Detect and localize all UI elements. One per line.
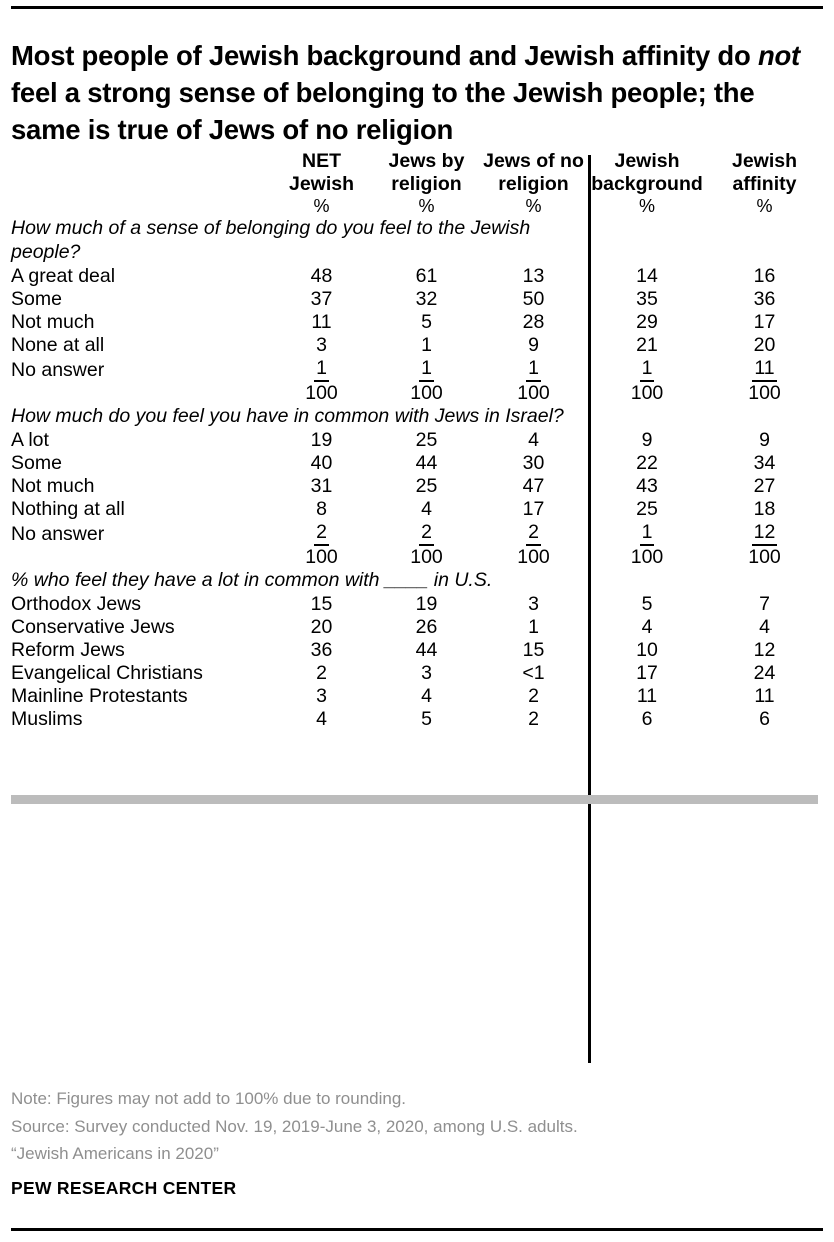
cell-value: 14 xyxy=(636,264,658,287)
cell-value: 7 xyxy=(759,593,770,616)
cell-value: 25 xyxy=(636,497,658,520)
cell-value: 61 xyxy=(415,264,438,287)
cell-value: 12 xyxy=(753,639,776,662)
cell-value: 17 xyxy=(753,310,776,333)
table-row xyxy=(11,616,823,639)
table-row xyxy=(11,334,823,357)
cell-value: 19 xyxy=(415,593,438,616)
cell-value: 29 xyxy=(636,310,658,333)
cell-jews_by_religion xyxy=(374,475,479,498)
cell-value: 13 xyxy=(522,264,545,287)
cell-value: 11 xyxy=(311,310,332,333)
cell-value: 37 xyxy=(310,287,333,310)
footnotes xyxy=(11,1085,823,1168)
cell-jewish_background xyxy=(588,475,706,498)
cell-value: 20 xyxy=(310,616,333,639)
cell-jews_by_religion xyxy=(374,685,479,708)
cell-jewish_background xyxy=(588,311,706,334)
cell-net_jewish xyxy=(269,498,374,521)
cell-value: 2 xyxy=(528,708,539,731)
cell-value: 50 xyxy=(522,287,545,310)
cell-value: 2 xyxy=(314,523,329,547)
unit-rowlabel xyxy=(11,196,269,217)
cell-value: 1 xyxy=(314,359,329,383)
cell-jews_by_religion xyxy=(374,311,479,334)
cell-net_jewish xyxy=(269,639,374,662)
cell-jews_of_no_rel xyxy=(479,593,588,616)
cell-jews_by_religion xyxy=(374,334,479,357)
total-net_jewish: 100 xyxy=(305,382,338,405)
cell-jews_of_no_rel xyxy=(479,662,588,685)
table-row xyxy=(11,521,823,547)
cell-jews_of_no_rel xyxy=(479,685,588,708)
column-group-divider xyxy=(588,155,591,1063)
row-label: Muslims xyxy=(11,708,83,731)
cell-value: 19 xyxy=(310,428,333,451)
table-total-row xyxy=(11,546,823,569)
cell-net_jewish xyxy=(269,288,374,311)
column-header-line2: Jewish xyxy=(288,173,355,195)
section-question-text: How much of a sense of belonging do you feel to the Jewish people? xyxy=(11,217,531,263)
table-row xyxy=(11,311,823,334)
cell-value: 31 xyxy=(310,474,333,497)
cell-jewish_affinity xyxy=(706,708,823,731)
cell-jews_of_no_rel xyxy=(479,334,588,357)
cell-jews_of_no_rel xyxy=(479,265,588,288)
cell-jews_by_religion xyxy=(374,288,479,311)
cell-jews_of_no_rel xyxy=(479,498,588,521)
cell-jewish_background xyxy=(588,639,706,662)
cell-value: 21 xyxy=(636,333,658,356)
cell-value: 44 xyxy=(415,639,438,662)
cell-jews_of_no_rel xyxy=(479,311,588,334)
unit-jews-of-no-religion: % xyxy=(525,196,542,216)
unit-jewish-affinity: % xyxy=(756,196,773,216)
column-header-line2: religion xyxy=(391,173,462,195)
cell-jews_by_religion xyxy=(374,265,479,288)
row-label: Evangelical Christians xyxy=(11,662,203,685)
cell-value: 17 xyxy=(522,497,545,520)
cell-value: 3 xyxy=(316,333,327,356)
cell-value: 2 xyxy=(528,685,539,708)
cell-jews_by_religion xyxy=(374,708,479,731)
cell-jews_of_no_rel xyxy=(479,521,588,547)
cell-value: 3 xyxy=(316,685,327,708)
cell-value: 4 xyxy=(528,428,539,451)
section-question-row xyxy=(11,569,823,593)
column-header-jews-by-religion xyxy=(374,150,479,196)
row-label: Not much xyxy=(11,474,95,497)
cell-jewish_affinity xyxy=(706,265,823,288)
cell-jewish_background xyxy=(588,288,706,311)
row-label: A great deal xyxy=(11,264,116,287)
row-label: No answer xyxy=(11,523,105,546)
cell-jewish_affinity xyxy=(706,475,823,498)
total-jews_of_no_rel: 100 xyxy=(517,382,550,405)
column-header-line2: background xyxy=(591,173,703,195)
unit-net-jewish: % xyxy=(313,196,330,216)
row-label: Reform Jews xyxy=(11,639,125,662)
cell-jewish_background xyxy=(588,452,706,475)
table-row xyxy=(11,685,823,708)
section-question xyxy=(11,569,823,593)
cell-value: 11 xyxy=(636,685,658,708)
cell-value: 40 xyxy=(310,451,333,474)
cell-net_jewish xyxy=(269,475,374,498)
cell-jewish_background xyxy=(588,334,706,357)
cell-value: 8 xyxy=(316,497,327,520)
cell-jewish_background xyxy=(588,498,706,521)
cell-value: 2 xyxy=(419,523,434,547)
cell-value: 4 xyxy=(641,616,653,639)
cell-value: 36 xyxy=(310,639,333,662)
cell-jews_of_no_rel xyxy=(479,475,588,498)
cell-value: 24 xyxy=(753,662,776,685)
cell-value: 1 xyxy=(419,359,434,383)
column-header-jewish-affinity xyxy=(706,150,823,196)
total-jews_of_no_rel: 100 xyxy=(517,546,550,569)
cell-jewish_affinity xyxy=(706,616,823,639)
cell-jewish_background xyxy=(588,265,706,288)
data-table xyxy=(11,150,823,731)
title-part-1: Most people of Jewish background and Jewish affinity do xyxy=(11,40,758,72)
cell-value: 2 xyxy=(316,662,327,685)
column-header-line1: Jews by xyxy=(388,150,465,172)
cell-value: 5 xyxy=(421,708,432,731)
column-header-rowlabel xyxy=(11,150,269,196)
cell-net_jewish xyxy=(269,521,374,547)
cell-jewish_background xyxy=(588,521,706,547)
section-question xyxy=(11,217,823,265)
section-separator-bar xyxy=(11,795,818,804)
cell-value: 3 xyxy=(421,662,432,685)
cell-value: 32 xyxy=(415,287,438,310)
cell-jews_of_no_rel xyxy=(479,639,588,662)
row-label: None at all xyxy=(11,333,105,356)
cell-value: 12 xyxy=(752,523,778,547)
cell-value: 16 xyxy=(753,264,776,287)
cell-value: 22 xyxy=(636,451,658,474)
cell-jews_by_religion xyxy=(374,429,479,452)
cell-value: 9 xyxy=(528,333,539,356)
row-label: No answer xyxy=(11,359,105,382)
table-row xyxy=(11,708,823,731)
cell-value: 3 xyxy=(528,593,539,616)
total-row-label xyxy=(11,382,269,405)
cell-jewish_affinity xyxy=(706,685,823,708)
cell-jewish_affinity xyxy=(706,593,823,616)
cell-value: 15 xyxy=(310,593,333,616)
total-net_jewish: 100 xyxy=(305,546,338,569)
cell-net_jewish xyxy=(269,357,374,383)
unit-row xyxy=(11,196,823,217)
cell-value: 11 xyxy=(754,685,775,708)
cell-value: 34 xyxy=(753,451,776,474)
total-row-label xyxy=(11,546,269,569)
cell-jewish_affinity xyxy=(706,521,823,547)
cell-value: 5 xyxy=(641,593,653,616)
total-jewish_background: 100 xyxy=(630,382,664,405)
cell-jewish_affinity xyxy=(706,311,823,334)
table-row xyxy=(11,357,823,383)
cell-value: 1 xyxy=(526,359,541,383)
total-jewish_affinity: 100 xyxy=(748,546,781,569)
cell-jews_of_no_rel xyxy=(479,708,588,731)
row-label: Orthodox Jews xyxy=(11,593,142,616)
cell-jews_by_religion xyxy=(374,452,479,475)
footnote-note: Note: Figures may not add to 100% due to rounding. xyxy=(11,1089,407,1108)
cell-net_jewish xyxy=(269,311,374,334)
data-table-wrapper xyxy=(11,150,823,731)
cell-value: 47 xyxy=(522,474,545,497)
cell-value: 4 xyxy=(421,685,432,708)
table-row xyxy=(11,265,823,288)
cell-jews_of_no_rel xyxy=(479,429,588,452)
cell-jewish_affinity xyxy=(706,662,823,685)
top-rule xyxy=(11,6,823,9)
cell-value: 48 xyxy=(310,264,333,287)
cell-value: 4 xyxy=(759,616,770,639)
cell-value: 1 xyxy=(528,616,539,639)
total-jews_by_religion: 100 xyxy=(410,546,443,569)
cell-value: 28 xyxy=(522,310,545,333)
cell-jews_of_no_rel xyxy=(479,288,588,311)
row-label: Nothing at all xyxy=(11,497,125,520)
table-row xyxy=(11,498,823,521)
cell-jews_by_religion xyxy=(374,357,479,383)
cell-jewish_background xyxy=(588,616,706,639)
column-header-line1: Jewish xyxy=(731,150,798,172)
unit-jewish-background: % xyxy=(638,196,655,216)
cell-jewish_affinity xyxy=(706,639,823,662)
title-emphasis: not xyxy=(757,40,800,72)
cell-jews_of_no_rel xyxy=(479,357,588,383)
column-header-jewish-background xyxy=(588,150,706,196)
cell-net_jewish xyxy=(269,662,374,685)
cell-jewish_background xyxy=(588,708,706,731)
cell-jews_by_religion xyxy=(374,498,479,521)
table-row xyxy=(11,288,823,311)
row-label: Conservative Jews xyxy=(11,616,175,639)
cell-net_jewish xyxy=(269,452,374,475)
page-title xyxy=(11,38,823,149)
cell-value: 10 xyxy=(636,639,658,662)
table-row xyxy=(11,475,823,498)
footnote-source: Source: Survey conducted Nov. 19, 2019-June 3, 2020, among U.S. adults. xyxy=(11,1116,578,1136)
table-row xyxy=(11,593,823,616)
cell-net_jewish xyxy=(269,429,374,452)
footnote-report: “Jewish Americans in 2020” xyxy=(11,1144,219,1164)
cell-value: 6 xyxy=(641,708,653,731)
cell-net_jewish xyxy=(269,593,374,616)
cell-jewish_affinity xyxy=(706,452,823,475)
cell-jewish_background xyxy=(588,429,706,452)
row-label: Some xyxy=(11,287,62,310)
unit-jews-by-religion: % xyxy=(418,196,435,216)
cell-jewish_affinity xyxy=(706,357,823,383)
cell-jewish_background xyxy=(588,593,706,616)
cell-value: 25 xyxy=(415,428,438,451)
table-row xyxy=(11,429,823,452)
cell-net_jewish xyxy=(269,616,374,639)
cell-net_jewish xyxy=(269,265,374,288)
cell-net_jewish xyxy=(269,708,374,731)
cell-value: 25 xyxy=(415,474,438,497)
cell-jewish_affinity xyxy=(706,334,823,357)
table-header-row xyxy=(11,150,823,196)
cell-jewish_affinity xyxy=(706,288,823,311)
cell-value: 2 xyxy=(526,523,541,547)
cell-jewish_background xyxy=(588,662,706,685)
cell-value: 11 xyxy=(752,359,776,383)
cell-jews_of_no_rel xyxy=(479,452,588,475)
cell-jewish_affinity xyxy=(706,498,823,521)
cell-jewish_background xyxy=(588,685,706,708)
section-question-text: How much do you feel you have in common with Jews in Israel? xyxy=(11,405,564,428)
cell-net_jewish xyxy=(269,685,374,708)
total-jewish_background: 100 xyxy=(630,546,664,569)
cell-value: 30 xyxy=(522,451,545,474)
cell-value: 27 xyxy=(753,474,776,497)
cell-jews_by_religion xyxy=(374,593,479,616)
cell-value: 1 xyxy=(640,523,655,547)
cell-jews_of_no_rel xyxy=(479,616,588,639)
cell-jews_by_religion xyxy=(374,639,479,662)
total-jews_by_religion: 100 xyxy=(410,382,443,405)
row-label: A lot xyxy=(11,428,49,451)
column-header-line2: religion xyxy=(498,173,569,195)
cell-jews_by_religion xyxy=(374,616,479,639)
cell-net_jewish xyxy=(269,334,374,357)
column-header-line1: NET xyxy=(302,150,341,172)
row-label: Mainline Protestants xyxy=(11,685,188,708)
section-question-text: % who feel they have a lot in common with ____ in U.S. xyxy=(11,569,493,592)
cell-value: 18 xyxy=(753,497,776,520)
cell-value: 1 xyxy=(421,333,432,356)
cell-value: 9 xyxy=(759,428,770,451)
section-question-row xyxy=(11,405,823,429)
bottom-rule xyxy=(11,1228,823,1231)
section-question xyxy=(11,405,823,429)
cell-value: 20 xyxy=(753,333,776,356)
cell-value: 26 xyxy=(415,616,438,639)
column-header-line2: affinity xyxy=(732,173,797,195)
section-question-row xyxy=(11,217,823,265)
column-header-line1: Jews of no xyxy=(483,150,584,172)
cell-value: 6 xyxy=(759,708,770,731)
cell-value: 35 xyxy=(636,287,658,310)
cell-value: 9 xyxy=(641,428,653,451)
cell-value: 4 xyxy=(316,708,327,731)
cell-value: 5 xyxy=(421,310,432,333)
cell-value: 1 xyxy=(640,359,655,383)
cell-jewish_background xyxy=(588,357,706,383)
cell-value: 15 xyxy=(522,639,545,662)
column-header-jews-of-no-religion xyxy=(479,150,588,196)
column-header-line1: Jewish xyxy=(614,150,680,172)
title-part-2: feel a strong sense of belonging to the Jewish people; the same is true of Jews of no religion xyxy=(11,77,755,146)
pew-research-center-brand: PEW RESEARCH CENTER xyxy=(11,1178,237,1198)
cell-value: 43 xyxy=(636,474,658,497)
cell-value: 44 xyxy=(415,451,438,474)
row-label: Not much xyxy=(11,310,95,333)
cell-jewish_affinity xyxy=(706,429,823,452)
table-body xyxy=(11,217,823,731)
cell-jews_by_religion xyxy=(374,521,479,547)
column-header-net-jewish xyxy=(269,150,374,196)
table-total-row xyxy=(11,382,823,405)
cell-jews_by_religion xyxy=(374,662,479,685)
total-jewish_affinity: 100 xyxy=(748,382,781,405)
cell-value: 4 xyxy=(421,497,432,520)
table-row xyxy=(11,639,823,662)
cell-value: 36 xyxy=(753,287,776,310)
table-row xyxy=(11,662,823,685)
cell-value: 17 xyxy=(636,662,658,685)
cell-value: <1 xyxy=(522,662,545,685)
table-row xyxy=(11,452,823,475)
row-label: Some xyxy=(11,451,62,474)
